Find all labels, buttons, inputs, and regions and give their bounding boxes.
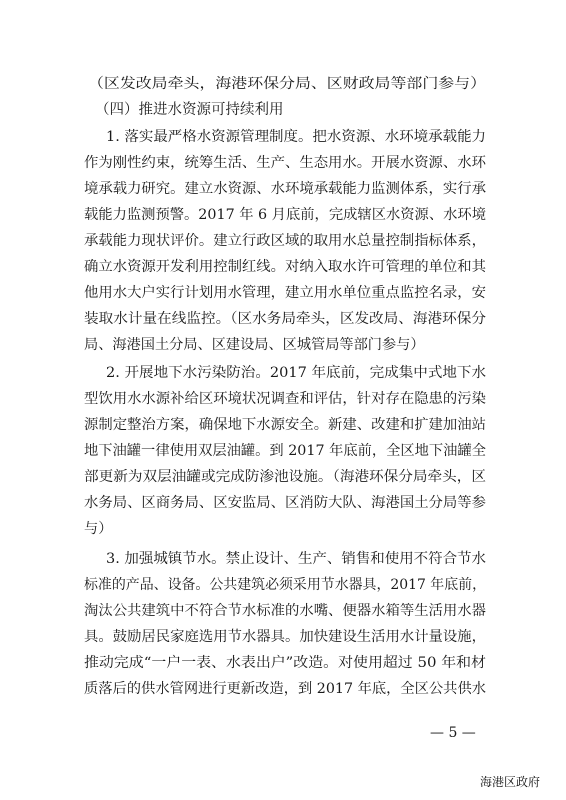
watermark-label: 海港区政府 [480, 775, 541, 789]
page-number: — 5 — [430, 725, 476, 741]
document-page: （区发改局牵头，海港环保分局、区财政局等部门参与） （四）推进水资源可持续利用 1. 落实最严格水资源管理制度。把水资源、水环境承载能力 作为刚性约束，统筹生活、生产、生态用水。开展水资源、水环 境承载力研究。建立水资源、水环境承载能力监测体系，实行承 载能力监测预警。2017 年 6 月底前，完成辖区水资源、水环境 承载能力现状评价。建立行政区域的取用水总量控制指标体系， 确立水资源开发利用控制红线。对纳入取水许可管理的单位和其 他用水大户实行计划用水管理，建立用水单位重点监控名录，安 装取水计量在线监控。（区水务局牵头，区发改局、海港环保分 局、海港国土分局、区建设局、区城管局等部门参与） 2. 开展地下水污染防治。2017 年底前，完成集中式地下水 型饮用水水源补给区环境状况调查和评估，针对存在隐患的污染 源制定整治方案，确保地下水源安全。新建、改建和扩建加油站 地下油罐一律使用双层油罐。到 2017 年底前，全区地下油罐全 部更新为双层油罐或完成防渗池设施。（海港环保分局牵头，区 水务局、区商务局、区安监局、区消防大队、海港国土分局等参 与） 3. 加强城镇节水。禁止设计、生产、销售和使用不符合节水 标准的产品、设备。公共建筑必须采用节水器具，2017 年底前， 淘汰公共建筑中不符合节水标准的水嘴、便器水箱等生活用水器 具。鼓励居民家庭选用节水器具。加快建设生活用水计量设施， 推动完成“一户一表、水表出户”改造。对使用超过 50 年和材 质落后的供水管网进行更新改造，到 2017 年底，全区公共供水 — 5 — 海港区政府 [84, 76, 541, 789]
